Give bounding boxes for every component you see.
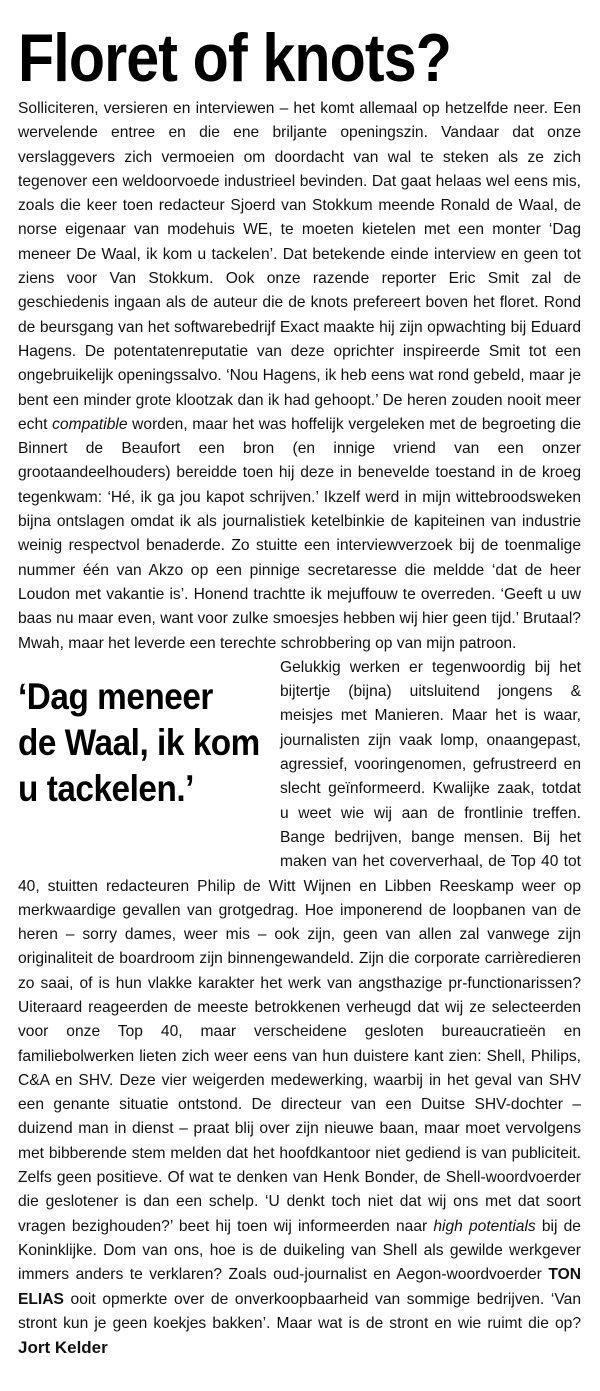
pull-quote-line-1: ‘Dag meneer xyxy=(18,675,213,717)
paragraph-2-text-a: Gelukkig werken er tegenwoordig bij het bijtertje (bijna) uitsluitend jongens & meisjes met Manieren. Maar het is waar, journalisten zijn vaak lomp, onaangepast, agressief, vooringenomen, gefrustreerd en slecht geïnformeerd. Kwalijke zaak, totdat u weet wie wij aan de frontlinie treffen. Bange bedrijven, bange mensen. Bij het maken van het coververhaal, de Top 40 tot 40, stuitten redacteuren Philip de Witt Wijnen en Libben Reeskamp weer op merkwaardige gevallen van grotgedrag. Hoe imponerend de loopbanen van de heren – sorry dames, weer mis – ook zijn, geen van allen zal vanwege zijn originaliteit de boardroom zijn binnengewandeld. Zijn die corporate carrièredieren zo saai, of is hun vlakke karakter het werk van angsthazige pr-functionarissen? Uiteraard reageerden de meeste betrokkenen verheugd dat wij ze selecteerden voor onze Top 40, maar verscheidene gesloten bureaucratieën en familiebolwerken lieten zich weer eens van hun duistere kant zien: Shell, Philips, C&A en SHV. Deze vier weigerden medewerking, waarbij in het geval van SHV een genante situatie ontstond. De directeur van een Duitse SHV-dochter – duizend man in dienst – praat blij over zijn nieuwe baan, maar moet vervolgens met bibberende stem melden dat het hoofdkantoor niet gediend is van publiciteit. Zelfs geen positieve. Of wat te denken van Henk Bonder, de Shell-woordvoerder die geslotener is dan een schelp. ‘U denkt toch niet dat wij ons met dat soort vragen bezighouden?’ beet hij toen wij informeerden naar xyxy=(18,658,581,1235)
paragraph-2-text-b: bij de Koninklijke. Dom van ons, hoe is de duikeling van Shell als gewilde werkgever immers anders te verklaren? Zoals oud-journalist en Aegon-woordvoerder xyxy=(18,1217,581,1284)
pull-quote xyxy=(18,656,280,862)
pull-quote-line-3: u tackelen.’ xyxy=(18,767,194,809)
paragraph-1 xyxy=(18,97,581,656)
paragraph-1-emphasis: compatible xyxy=(52,415,128,433)
paragraph-1-text-b: worden, maar het was hoffelijk vergeleken met de begroeting die Binnert de Beaufort een bron (en innige vriend van een onzer grootaandeelhouders) bereidde toen hij deze in benevelde toestand in de kroeg tegenkwam: ‘Hé, ik ga jou kapot schrijven.’ Ikzelf werd in mijn wittebroodsweken bijna ontslagen omdat ik als journalistiek ketelbinkie de kapiteinen van industrie weinig respectvol benaderde. Zo stuitte een interviewverzoek bij de toenmalige nummer één van Akzo op een pinnige secretaresse die meldde ‘dat de heer Loudon met vakantie is’. Honend trachtte ik mejuffouw te overreden. ‘Geeft u uw baas nu maar even, want voor zulke smoesjes hebben wij hier geen tijd.’ Brutaal? Mwah, maar het leverde een terechte schrobbering op van mijn patroon. xyxy=(18,415,581,652)
author-byline: Jort Kelder xyxy=(18,1338,108,1358)
paragraph-2-text-c: ooit opmerkte over de onverkoopbaarheid van sommige bedrijven. ‘Van stront kun je geen koekjes bakken’. Maar wat is de stront en wie ruimt die op? xyxy=(18,1290,581,1332)
article-body xyxy=(18,97,581,1361)
paragraph-2-emphasis: high potentials xyxy=(433,1217,536,1235)
pull-quote-line-2: de Waal, ik kom xyxy=(18,721,260,763)
article-title: Floret of knots? xyxy=(18,20,452,96)
paragraph-1-text-a: Solliciteren, versieren en interviewen – het komt allemaal op hetzelfde neer. Een wervelende entree en die ene briljante openingszin. Vandaar dat onze verslaggevers zich vermoeien om doordacht van wal te steken als ze zich tegenover een weldoorvoede industrieel bevinden. Dat gaat helaas wel eens mis, zoals die keer toen redacteur Sjoerd van Stokkum meende Ronald de Waal, de norse eigenaar van modehuis WE, te moeten kietelen met een monter ‘Dag meneer De Waal, ik kom u tackelen’. Dat betekende einde interview en geen tot ziens voor Van Stokkum. Ook onze razende reporter Eric Smit zal de geschiedenis ingaan als de auteur die de knots prefereert boven het floret. Rond de beursgang van het softwarebedrijf Exact maakte hij zijn opwachting bij Eduard Hagens. De potentatenreputatie van deze oprichter inspireerde Smit tot een ongebruikelijk openingssalvo. ‘Nou Hagens, ik heb eens wat rond gebeld, maar je bent een minder grote klootzak dan ik had gehoopt.’ De heren zouden nooit meer echt xyxy=(18,100,581,433)
quoted-person-name: TON ELIAS xyxy=(18,1266,581,1308)
